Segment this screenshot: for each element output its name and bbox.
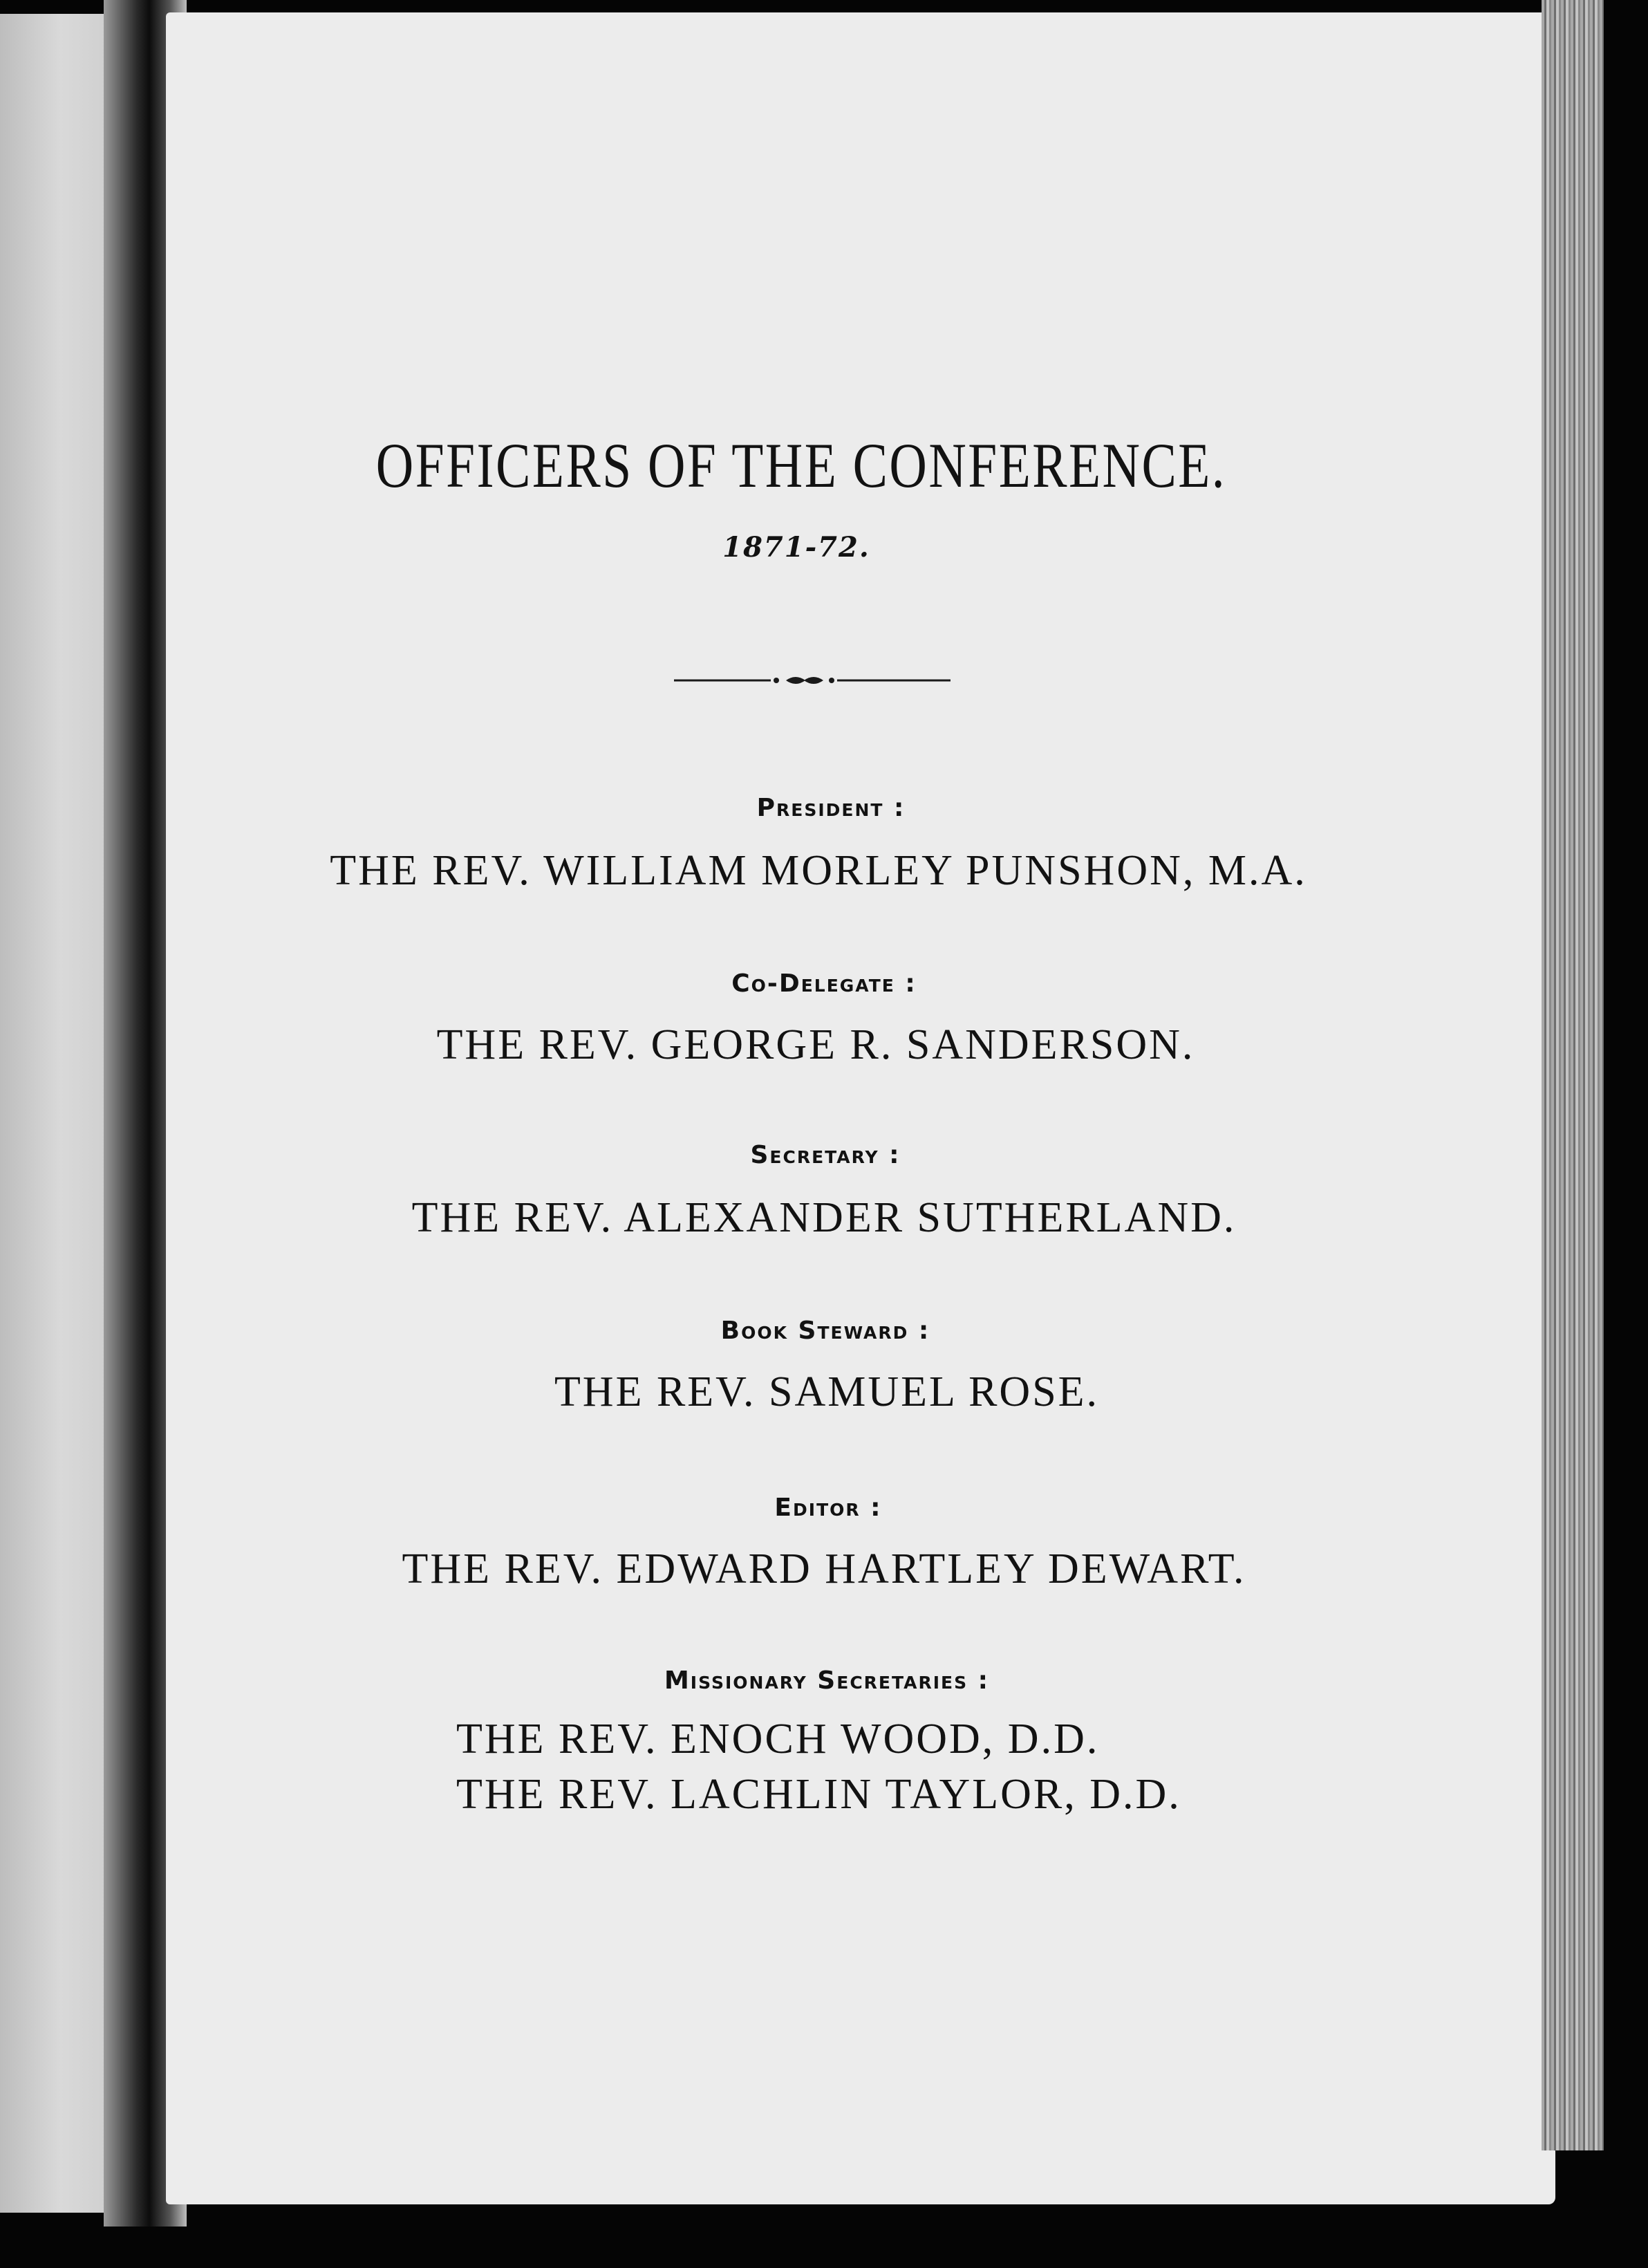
editor-name: THE REV. EDWARD HARTLEY DEWART. <box>402 1545 1246 1592</box>
secretary-name: THE REV. ALEXANDER SUTHERLAND. <box>411 1194 1237 1241</box>
president-name: THE REV. WILLIAM MORLEY PUNSHON, M.A. <box>330 847 1307 894</box>
missionary-secretary-name: THE REV. ENOCH WOOD, D.D. <box>456 1716 1100 1763</box>
co-delegate-name: THE REV. GEORGE R. SANDERSON. <box>436 1021 1195 1068</box>
editor-label: Editor : <box>774 1494 882 1522</box>
page-title: OFFICERS OF THE CONFERENCE. <box>375 430 1227 501</box>
book-steward-name: THE REV. SAMUEL ROSE. <box>554 1368 1100 1415</box>
president-label: President : <box>756 794 906 822</box>
book-steward-label: Book Steward : <box>720 1317 930 1345</box>
secretary-label: Secretary : <box>750 1141 901 1169</box>
ornamental-rule <box>674 672 951 689</box>
co-delegate-label: Co-Delegate : <box>731 969 917 998</box>
missionary-secretary-name: THE REV. LACHLIN TAYLOR, D.D. <box>456 1771 1181 1818</box>
missionary-secretaries-label: Missionary Secretaries : <box>664 1666 990 1695</box>
years-subtitle: 1871-72. <box>722 531 870 564</box>
